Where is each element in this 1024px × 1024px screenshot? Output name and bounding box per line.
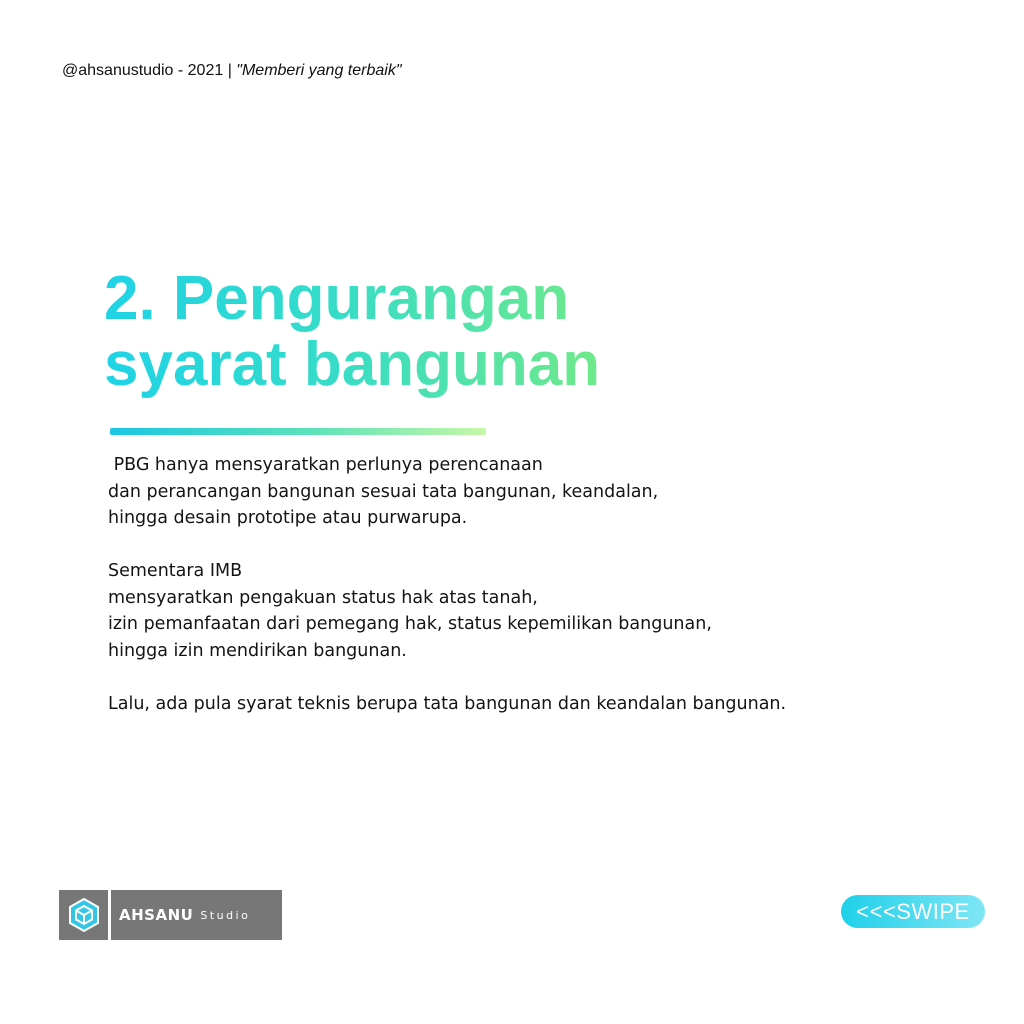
- brand-name-box: [111, 890, 282, 940]
- body-line: hingga izin mendirikan bangunan.: [108, 640, 407, 661]
- paragraph-pbg: [108, 452, 786, 532]
- header-credit: [62, 62, 402, 80]
- body-text: [108, 452, 786, 744]
- credit-tagline: "Memberi yang terbaik": [236, 62, 402, 79]
- brand-logo: [59, 890, 282, 940]
- brand-name: AHSANU: [119, 906, 194, 924]
- body-line: hingga desain prototipe atau purwarupa.: [108, 508, 468, 528]
- body-line: dan perancangan bangunan sesuai tata bangunan, keandalan,: [108, 481, 659, 502]
- page-title: [104, 266, 600, 398]
- body-line: izin pemanfaatan dari pemegang hak, status kepemilikan bangunan,: [108, 614, 712, 634]
- paragraph-syarat-teknis: [108, 691, 786, 718]
- body-line: PBG hanya mensyaratkan perlunya perencanaan: [108, 455, 543, 475]
- paragraph-imb: [108, 558, 786, 664]
- title-line-1: 2. Pengurangan: [104, 264, 570, 333]
- credit-handle: @ahsanustudio - 2021 |: [62, 62, 237, 79]
- body-line: Sementara IMB: [108, 561, 243, 581]
- title-divider: [110, 428, 486, 435]
- body-line: Lalu, ada pula syarat teknis berupa tata bangunan dan keandalan bangunan.: [108, 693, 787, 714]
- swipe-button[interactable]: <<<SWIPE: [841, 895, 985, 928]
- cube-logo-icon: [67, 897, 101, 933]
- title-line-2: syarat bangunan: [104, 330, 601, 399]
- body-line: mensyaratkan pengakuan status hak atas tanah,: [108, 587, 538, 608]
- brand-suffix: Studio: [200, 908, 251, 922]
- brand-icon-box: [59, 890, 108, 940]
